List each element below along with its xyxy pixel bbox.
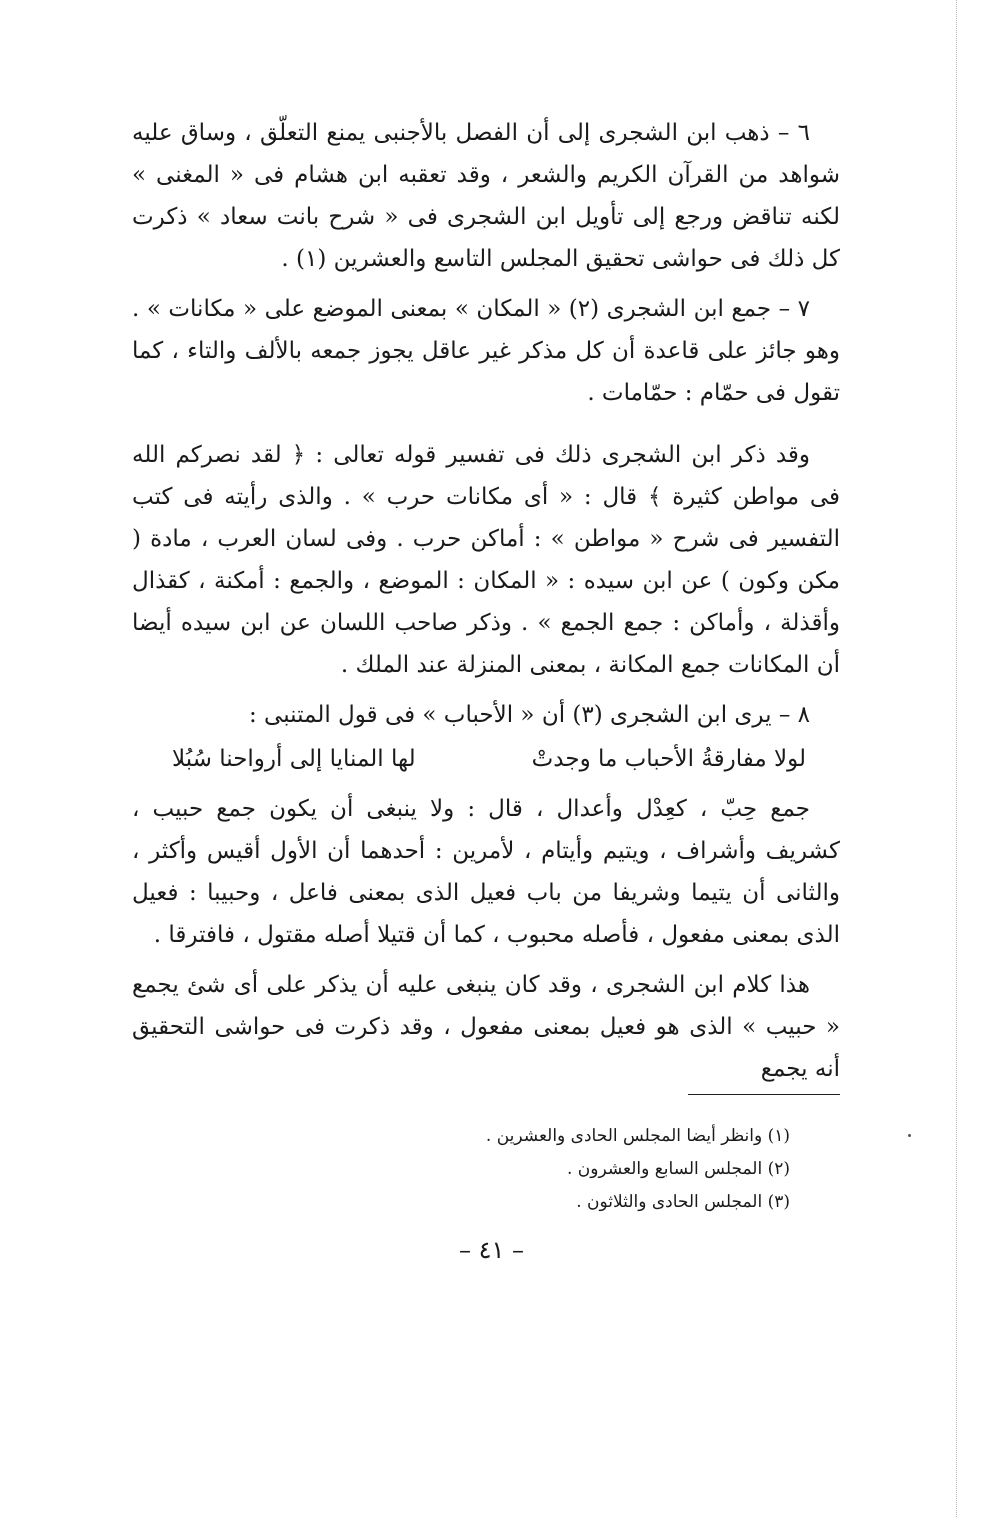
scan-speck bbox=[908, 1134, 911, 1137]
footnotes bbox=[380, 1120, 790, 1219]
footnote-2: (٢) المجلس السابع والعشرون . bbox=[566, 1159, 790, 1179]
footnote-3: (٣) المجلس الحادى والثلاثون . bbox=[576, 1192, 790, 1212]
verse-second-hemistich: لها المنايا إلى أرواحنا سُبُلا bbox=[172, 746, 416, 772]
footnote-separator bbox=[688, 1094, 840, 1095]
page-number: – ٤١ – bbox=[458, 1236, 525, 1264]
page-edge-line bbox=[956, 0, 957, 1517]
paragraph-9: هذا كلام ابن الشجرى ، وقد كان ينبغى عليه أن يذكر على أى شئ يجمع « حبيب » الذى هو فعيل بمعنى مفعول ، وقد ذكرت فى حواشى التحقيق أنه يجمع bbox=[132, 972, 840, 1082]
footnote-1: (١) وانظر أيضا المجلس الحادى والعشرين . bbox=[485, 1126, 790, 1146]
paragraph-8: ٨ – يرى ابن الشجرى (٣) أن « الأحباب » فى قول المتنبى : bbox=[248, 702, 810, 728]
paragraph-6: ٦ – ذهب ابن الشجرى إلى أن الفصل بالأجنبى يمنع التعلّق ، وساق عليه شواهد من القرآن الكريم والشعر ، وقد تعقبه ابن هشام فى « المغنى » لكنه تناقض ورجع إلى تأويل ابن الشجرى فى « شرح بانت سعاد » ذكرت كل ذلك فى حواشى تحقيق المجلس التاسع والعشرين (١) . bbox=[132, 120, 840, 272]
paragraph-7: ٧ – جمع ابن الشجرى (٢) « المكان » بمعنى الموضع على « مكانات » . وهو جائز على قاعدة أن كل مذكر غير عاقل يجوز جمعه بالألف والتاء ، كما تقول فى حمّام : حمّامات . bbox=[132, 296, 840, 406]
paragraph-8-continued: جمع حِبّ ، كعِدْل وأعدال ، قال : ولا ينبغى أن يكون جمع حبيب ، كشريف وأشراف ، ويتيم وأيتام ، لأمرين : أحدهما أن الأول أقيس وأكثر ، والثانى أن يتيما وشريفا من باب فعيل الذى بمعنى فاعل ، وحبيبا : فعيل الذى بمعنى مفعول ، فأصله محبوب ، كما أن قتيلا أصله مقتول ، فافترقا . bbox=[132, 796, 840, 948]
paragraph-7-continued: وقد ذكر ابن الشجرى ذلك فى تفسير قوله تعالى : ﴿ لقد نصركم الله فى مواطن كثيرة ﴾ قال : « أى مكانات حرب » . والذى رأيته فى كتب التفسير فى شرح « مواطن » : أماكن حرب . وفى لسان العرب ، مادة ( مكن وكون ) عن ابن سيده : « المكان : الموضع ، والجمع : أمكنة ، كقذال وأقذلة ، وأماكن : جمع الجمع » . وذكر صاحب اللسان عن ابن سيده أيضا أن المكانات جمع المكانة ، بمعنى المنزلة عند الملك . bbox=[132, 442, 840, 678]
main-text bbox=[132, 112, 840, 1090]
verse-first-hemistich: لولا مفارقةُ الأحباب ما وجدتْ bbox=[531, 746, 806, 772]
poetry-verse bbox=[132, 738, 840, 780]
